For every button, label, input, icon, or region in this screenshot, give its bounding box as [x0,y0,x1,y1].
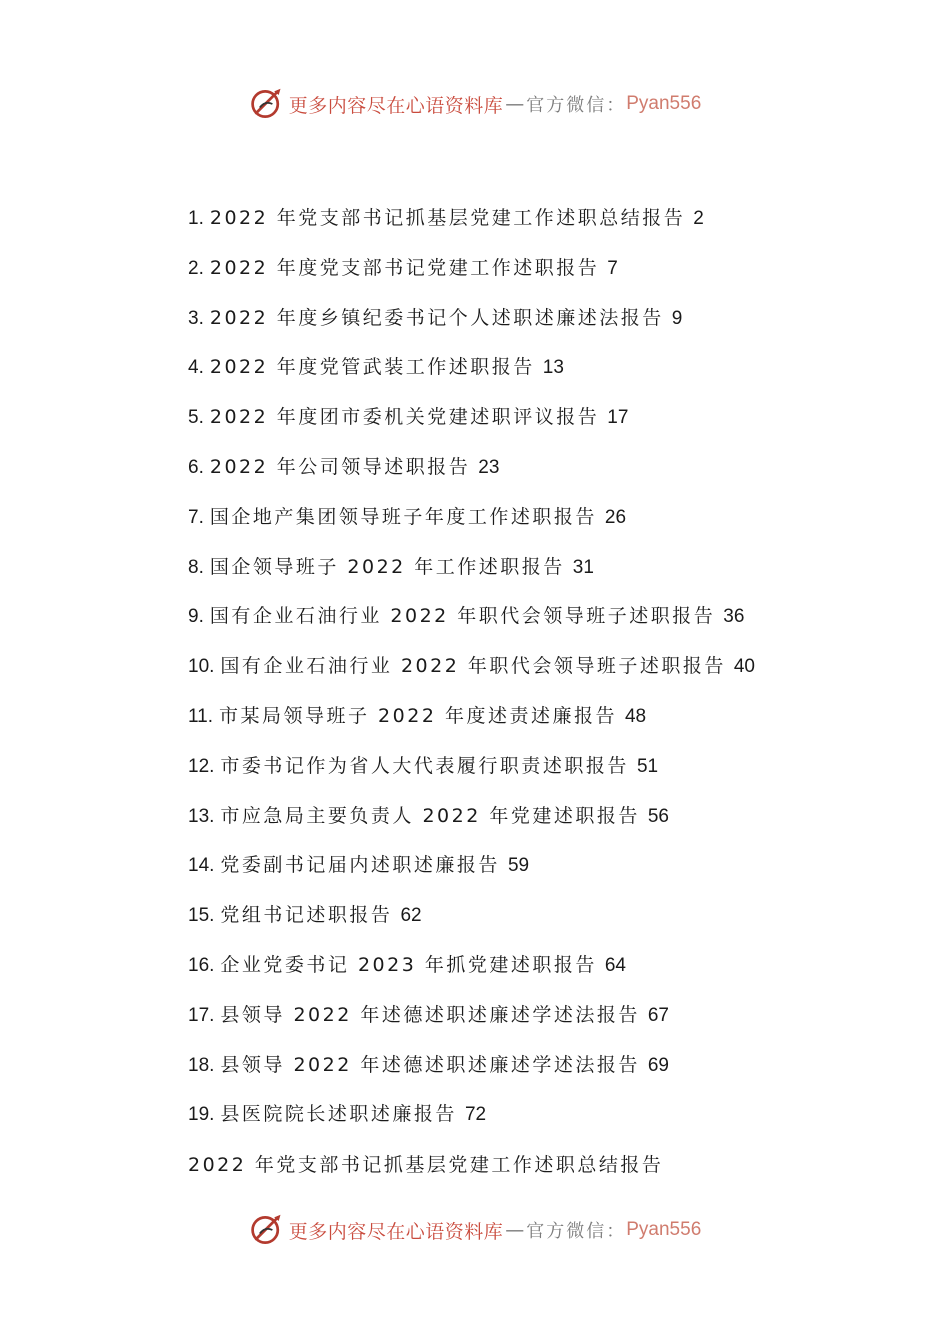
toc-entry[interactable] [188,246,808,296]
toc-entry[interactable] [188,495,808,545]
watermark-wechat: Pyan556 [626,1219,702,1240]
toc-number: 2. [188,257,204,279]
table-of-contents [188,196,808,1142]
toc-number: 8. [188,556,204,578]
toc-entry[interactable] [188,1043,808,1093]
toc-number: 10. [188,656,215,678]
toc-page: 59 [507,855,530,877]
toc-entry[interactable] [188,644,808,694]
toc-number: 9. [188,606,204,628]
toc-title: 2022 年度团市委机关党建述职评议报告 [209,406,600,429]
toc-number: 13. [188,805,215,827]
pen-logo-icon [249,1212,285,1248]
toc-entry[interactable] [188,545,808,595]
watermark-dash: — [505,93,525,115]
toc-title: 国企领导班子 2022 年工作述职报告 [209,555,565,578]
watermark-brand: 更多内容尽在心语资料库 [288,1220,504,1243]
toc-title: 县医院院长述职述廉报告 [220,1103,457,1126]
toc-title: 2022 年度党管武装工作述职报告 [209,356,535,379]
toc-entry[interactable] [188,943,808,993]
toc-number: 1. [188,208,204,229]
toc-page: 9 [671,307,683,329]
toc-page: 48 [624,705,647,727]
toc-entry[interactable] [188,296,808,346]
toc-title: 2022 年公司领导述职报告 [209,455,471,478]
watermark-sub: 官方微信： [526,95,627,116]
toc-number: 3. [188,307,204,329]
watermark-dash: — [505,1219,525,1241]
toc-page: 7 [607,257,618,279]
toc-title: 2022 年党支部书记抓基层党建工作述职总结报告 [209,207,686,229]
toc-number: 5. [188,407,204,429]
watermark-banner-bottom [0,1210,950,1250]
toc-title: 国有企业石油行业 2022 年职代会领导班子述职报告 [209,605,716,628]
toc-entry[interactable] [188,345,808,395]
toc-entry[interactable] [188,843,808,893]
toc-title: 国企地产集团领导班子年度工作述职报告 [209,505,597,528]
toc-entry[interactable] [188,196,808,246]
toc-number: 19. [188,1104,215,1126]
toc-page: 62 [400,905,422,927]
toc-page: 23 [478,456,500,478]
watermark-wechat: Pyan556 [626,93,702,114]
toc-page: 72 [464,1104,487,1126]
document-heading: 2022 年党支部书记抓基层党建工作述职总结报告 [188,1154,664,1176]
toc-page: 13 [542,357,564,379]
toc-page: 17 [607,407,629,429]
toc-title: 市应急局主要负责人 2022 年党建述职报告 [220,804,640,827]
toc-number: 6. [188,456,204,478]
toc-entry[interactable] [188,694,808,744]
watermark-brand: 更多内容尽在心语资料库 [288,94,504,117]
toc-page: 64 [604,954,626,976]
toc-page: 51 [636,755,659,777]
toc-page: 26 [604,506,627,528]
toc-page: 56 [647,805,669,827]
toc-title: 2022 年度乡镇纪委书记个人述职述廉述法报告 [209,306,664,329]
toc-entry[interactable] [188,445,808,495]
toc-title: 党组书记述职报告 [220,904,393,927]
toc-number: 11. [188,705,214,727]
toc-entry[interactable] [188,744,808,794]
toc-entry[interactable] [188,395,808,445]
toc-page: 2 [693,208,704,229]
toc-title: 国有企业石油行业 2022 年职代会领导班子述职报告 [220,655,726,678]
toc-title: 县领导 2022 年述德述职述廉述学述法报告 [220,1053,640,1076]
toc-title: 2022 年度党支部书记党建工作述职报告 [209,256,600,279]
toc-page: 69 [647,1054,669,1076]
watermark-sub: 官方微信： [526,1221,627,1242]
toc-number: 18. [188,1054,215,1076]
toc-page: 31 [572,556,594,578]
toc-title: 企业党委书记 2023 年抓党建述职报告 [220,953,597,976]
toc-number: 15. [188,905,215,927]
toc-number: 4. [188,357,204,379]
toc-number: 14. [188,855,215,877]
toc-page: 36 [723,606,745,628]
toc-page: 67 [647,1004,669,1026]
toc-number: 7. [188,506,204,528]
toc-entry[interactable] [188,893,808,943]
toc-entry[interactable] [188,1092,808,1142]
toc-entry[interactable] [188,594,808,644]
toc-entry[interactable] [188,794,808,844]
toc-entry[interactable] [188,993,808,1043]
watermark-banner-top [0,84,950,124]
pen-logo-icon [249,86,285,122]
toc-number: 17. [188,1004,215,1026]
toc-title: 县领导 2022 年述德述职述廉述学述法报告 [220,1003,640,1026]
toc-page: 40 [733,656,755,678]
toc-number: 16. [188,954,215,976]
toc-title: 市委书记作为省人大代表履行职责述职报告 [220,754,629,777]
toc-title: 市某局领导班子 2022 年度述责述廉报告 [219,704,617,727]
toc-title: 党委副书记届内述职述廉报告 [220,854,500,877]
toc-number: 12. [188,755,215,777]
